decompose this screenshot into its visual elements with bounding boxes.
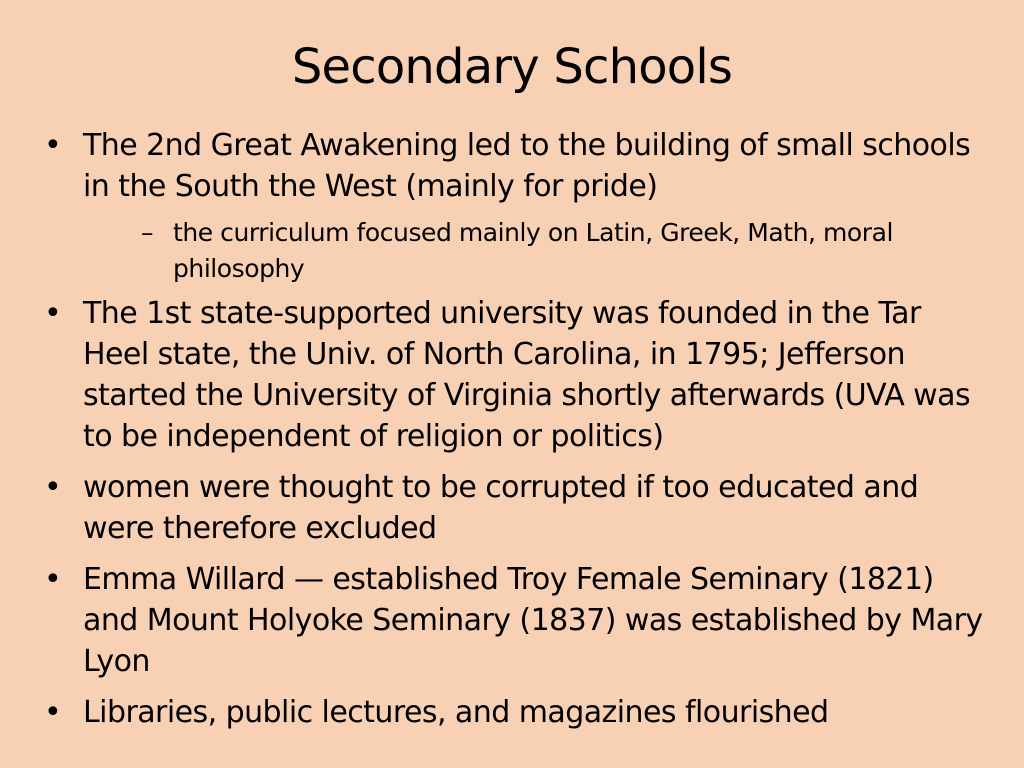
bullet-marker: •: [44, 470, 62, 505]
bullet-text: Libraries, public lectures, and magazines flourished: [83, 695, 829, 730]
bullet-item: [44, 467, 994, 549]
bullet-marker: •: [44, 296, 62, 331]
subbullet-item: [128, 215, 994, 287]
slide-title: Secondary Schools: [291, 39, 733, 95]
bullet-item: [44, 293, 994, 457]
bullet-item: [44, 692, 994, 733]
bullet-marker: •: [44, 695, 62, 730]
bullet-marker: •: [44, 562, 62, 597]
bullet-marker: •: [44, 128, 62, 163]
bullet-text: The 1st state-supported university was founded in the Tar Heel state, the Univ. of North Carolina, in 1795; Jefferson started the University of Virginia shortly afterwards (UVA was to be independent of religion or politics): [83, 296, 971, 454]
bullet-item: [44, 559, 994, 682]
bullet-text: Emma Willard — established Troy Female Seminary (1821) and Mount Holyoke Seminary (1837) was established by Mary Lyon: [83, 562, 983, 679]
slide-content: [44, 125, 994, 743]
bullet-text: The 2nd Great Awakening led to the building of small schools in the South the West (mainly for pride): [83, 128, 971, 204]
subbullet-marker: –: [141, 218, 154, 247]
bullet-item: [44, 125, 994, 207]
subbullet-text: the curriculum focused mainly on Latin, Greek, Math, moral philosophy: [173, 218, 893, 283]
bullet-text: women were thought to be corrupted if too educated and were therefore excluded: [83, 470, 919, 546]
